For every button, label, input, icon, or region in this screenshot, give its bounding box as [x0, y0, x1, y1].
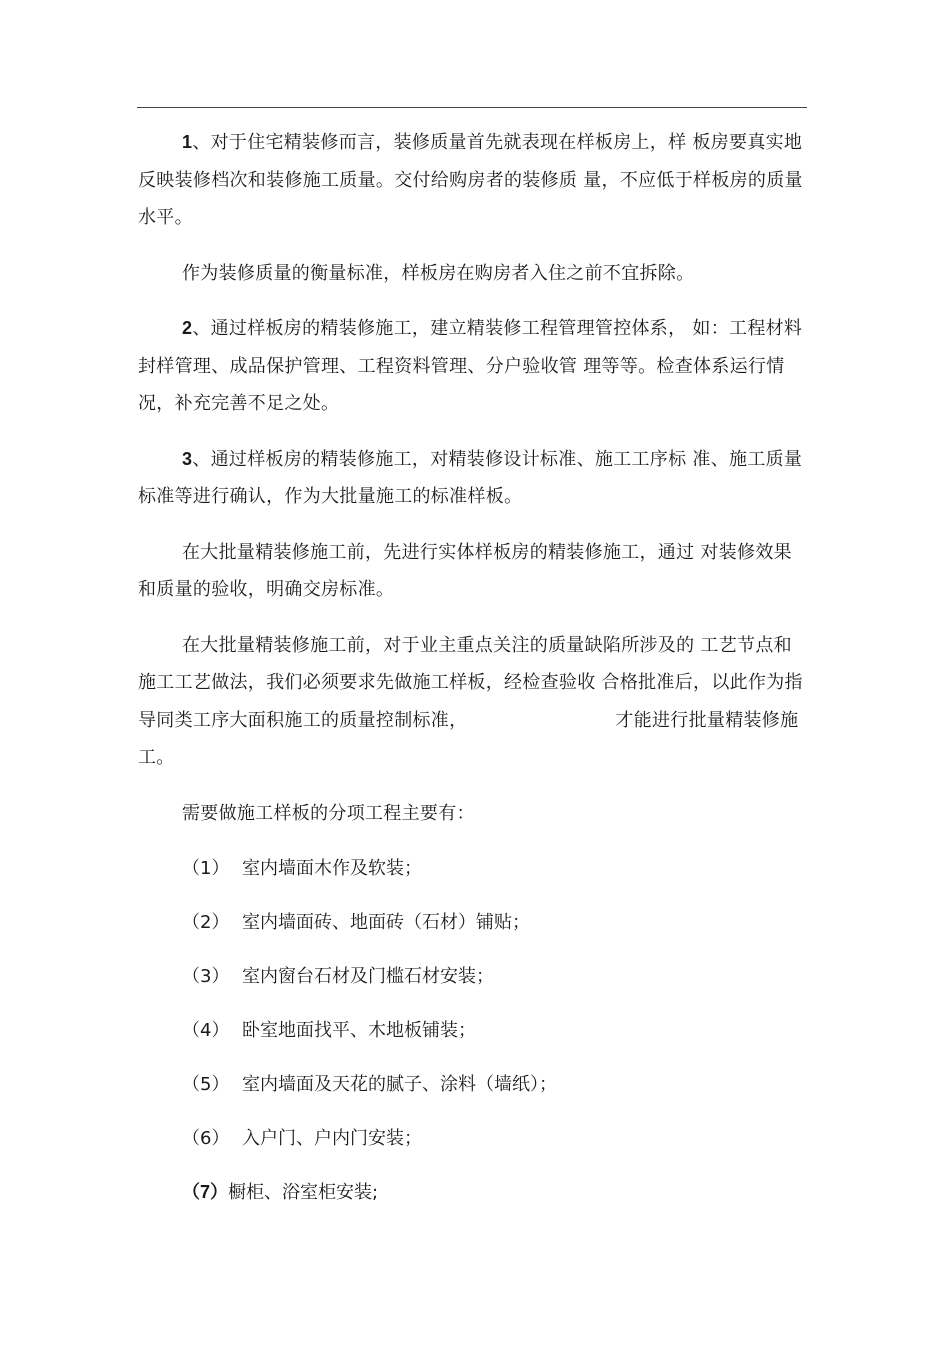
list-item-text: 卧室地面找平、木地板铺装； [242, 1020, 476, 1041]
list-item [138, 1066, 806, 1104]
list-marker: （6） [182, 1128, 230, 1149]
list-item-text: 橱柜、浴室柜安装; [228, 1182, 379, 1203]
list-item [138, 904, 806, 942]
paragraph-6 [138, 627, 806, 777]
paragraph-text: 在大批量精装修施工前，先进行实体样板房的精装修施工，通过 对装修效果和质量的验收，明确交房标准。 [138, 541, 792, 600]
list-item-text: 室内墙面砖、地面砖（石材）铺贴； [242, 912, 530, 933]
header-rule [137, 107, 807, 108]
list-item-text: 室内墙面及天花的腻子、涂料（墙纸）； [242, 1074, 557, 1095]
list-marker: （1） [182, 858, 230, 879]
paragraph-1 [138, 124, 806, 237]
list-item [138, 1174, 806, 1212]
paragraph-text: 、通过样板房的精装修施工，对精装修设计标准、施工工序标 准、施工质量标准等进行确认，作为大批量施工的标准样板。 [138, 448, 803, 507]
paragraph-number: 2 [182, 318, 193, 338]
paragraph-4 [138, 441, 806, 516]
document-body [138, 124, 806, 1228]
list-item [138, 958, 806, 996]
paragraph-text: 、对于住宅精装修而言，装修质量首先就表现在样板房上，样 板房要真实地反映装修档次和装修施工质量。交付给购房者的装修质 量，不应低于样板房的质量水平。 [138, 132, 803, 228]
paragraph-5 [138, 534, 806, 609]
list-marker: （2） [182, 912, 230, 933]
paragraph-text: 作为装修质量的衡量标准，样板房在购房者入住之前不宜拆除。 [182, 262, 695, 284]
paragraph-2 [138, 255, 806, 293]
paragraph-3 [138, 310, 806, 423]
list-item [138, 1120, 806, 1158]
list-intro-text: 需要做施工样板的分项工程主要有： [182, 802, 475, 824]
list-marker: （4） [182, 1020, 230, 1041]
list-marker: （3） [182, 966, 230, 987]
paragraph-text: 在大批量精装修施工前，对于业主重点关注的质量缺陷所涉及的 工艺节点和施工工艺做法，我们必须要求先做施工样板，经检查验收 合格批准后，以此作为指导同类工序大面积施工的质量控制标准， [138, 634, 803, 731]
list-intro [138, 795, 806, 833]
paragraph-number: 1 [182, 132, 193, 152]
list-marker: （5） [182, 1074, 230, 1095]
list-item-text: 入户门、户内门安装； [242, 1128, 422, 1149]
paragraph-text: 、通过样板房的精装修施工，建立精装修工程管理管控体系， 如：工程材料封样管理、成品保护管理、工程资料管理、分户验收管 理等等。检查体系运行情况，补充完善不足之处。 [138, 318, 803, 414]
list-item [138, 1012, 806, 1050]
item-list [138, 850, 806, 1212]
list-item [138, 850, 806, 888]
list-marker: （7） [182, 1182, 229, 1202]
list-item-text: 室内窗台石材及门槛石材安装； [242, 966, 494, 987]
paragraph-number: 3 [182, 448, 193, 469]
list-item-text: 室内墙面木作及软装； [242, 858, 422, 879]
paragraph-text-cont: 才能进行批量精装修施工。 [138, 709, 799, 768]
